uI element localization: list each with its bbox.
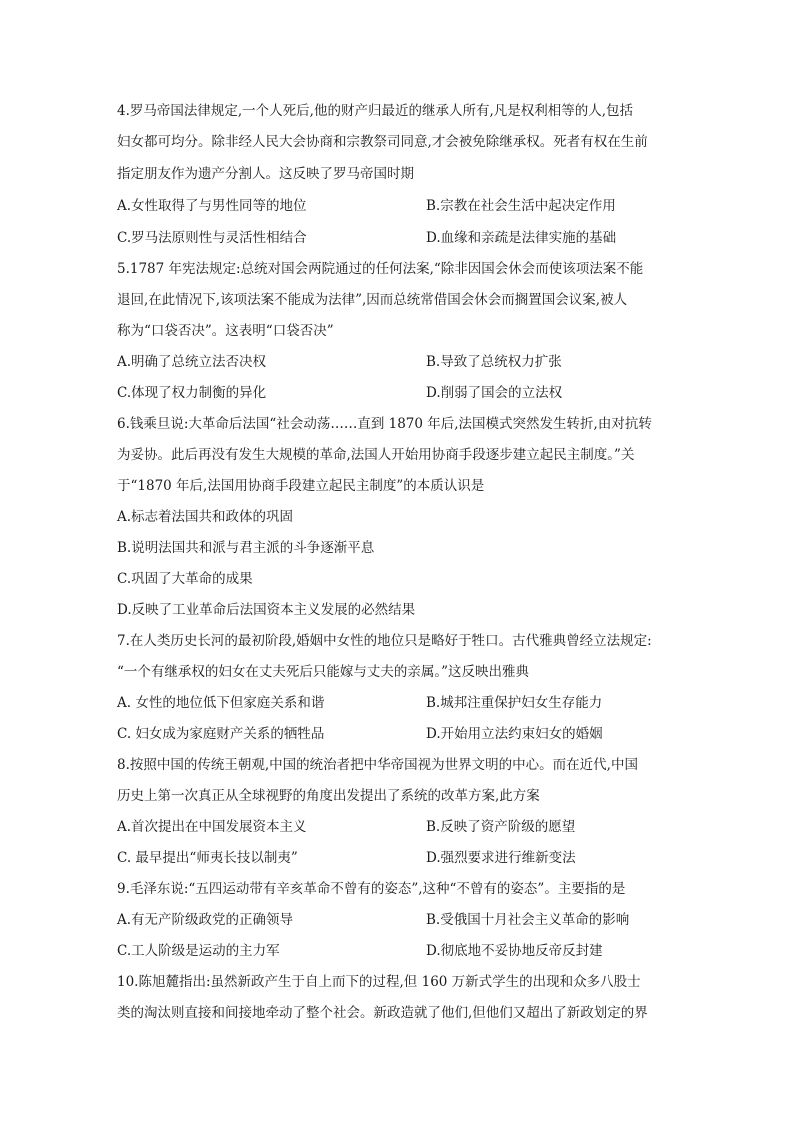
q4-option-a[interactable]: A.女性取得了与男性同等的地位 xyxy=(117,198,307,214)
q8-option-a[interactable]: A.首次提出在中国发展资本主义 xyxy=(117,819,307,835)
q4-stem-line-3: 指定朋友作为遗产分割人。这反映了罗马帝国时期 xyxy=(117,166,414,182)
q8-stem-line-1: 8.按照中国的传统王朝观,中国的统治者把中华帝国视为世界文明的中心。而在近代,中国 xyxy=(117,757,638,773)
q8-option-b[interactable]: B.反映了资产阶级的愿望 xyxy=(426,819,576,835)
q9-option-d[interactable]: D.彻底地不妥协地反帝反封建 xyxy=(426,943,603,959)
q4-stem-line-1: 4.罗马帝国法律规定,一个人死后,他的财产归最近的继承人所有,凡是权利相等的人,包括 xyxy=(117,103,634,119)
q4-option-c[interactable]: C.罗马法原则性与灵活性相结合 xyxy=(117,230,307,246)
q8-option-c[interactable]: C. 最早提出“师夷长技以制夷” xyxy=(117,850,298,866)
q6-stem-line-3: 于“1870 年后,法国用协商手段建立起民主制度”的本质认识是 xyxy=(117,478,485,494)
q7-option-a[interactable]: A. 女性的地位低下但家庭关系和谐 xyxy=(117,695,325,711)
q4-stem-line-2: 妇女都可均分。除非经人民大会协商和宗教祭司同意,才会被免除继承权。死者有权在生前 xyxy=(117,134,648,150)
q5-option-c[interactable]: C.体现了权力制衡的异化 xyxy=(117,385,267,401)
q9-option-b[interactable]: B.受俄国十月社会主义革命的影响 xyxy=(426,912,630,928)
q7-option-c[interactable]: C. 妇女成为家庭财产关系的牺牲品 xyxy=(117,726,325,742)
q5-option-d[interactable]: D.削弱了国会的立法权 xyxy=(426,385,563,401)
q6-option-b[interactable]: B.说明法国共和派与君主派的斗争逐渐平息 xyxy=(117,540,375,556)
q7-option-b[interactable]: B.城邦注重保护妇女生存能力 xyxy=(426,695,603,711)
q5-option-a[interactable]: A.明确了总统立法否决权 xyxy=(117,354,267,370)
q6-option-d[interactable]: D.反映了工业革命后法国资本主义发展的必然结果 xyxy=(117,602,416,618)
q7-option-d[interactable]: D.开始用立法约束妇女的婚姻 xyxy=(426,726,603,742)
q9-stem-line-1: 9.毛泽东说:“五四运动带有辛亥革命不曾有的姿态”,这种“不曾有的姿态”。主要指的是 xyxy=(117,881,626,897)
q5-option-b[interactable]: B.导致了总统权力扩张 xyxy=(426,354,562,370)
q6-option-a[interactable]: A.标志着法国共和政体的巩固 xyxy=(117,509,294,525)
q9-option-c[interactable]: C.工人阶级是运动的主力军 xyxy=(117,943,280,959)
q4-option-b[interactable]: B.宗教在社会生活中起决定作用 xyxy=(426,198,616,214)
q9-option-a[interactable]: A.有无产阶级政党的正确领导 xyxy=(117,912,294,928)
q5-stem-line-2: 退回,在此情况下,该项法案不能成为法律”,因而总统常借国会休会而搁置国会议案,被人 xyxy=(117,292,628,308)
q10-stem-line-1: 10.陈旭麓指出:虽然新政产生于自上而下的过程,但 160 万新式学生的出现和众多八股士 xyxy=(117,974,641,990)
q10-stem-line-2: 类的淘汰则直接和间接地牵动了整个社会。新政造就了他们,但他们又超出了新政划定的界 xyxy=(117,1005,648,1021)
q5-stem-line-1: 5.1787 年宪法规定:总统对国会两院通过的任何法案,“除非因国会休会而使该项法案不能 xyxy=(117,261,644,277)
q8-option-d[interactable]: D.强烈要求进行维新变法 xyxy=(426,850,576,866)
q5-stem-line-3: 称为“口袋否决”。这表明“口袋否决” xyxy=(117,323,334,339)
q6-stem-line-2: 为妥协。此后再没有发生大规模的革命,法国人开始用协商手段逐步建立起民主制度。”关 xyxy=(117,447,635,463)
q6-stem-line-1: 6.钱乘旦说:大革命后法国“社会动荡……直到 1870 年后,法国模式突然发生转折,由对抗转 xyxy=(117,416,652,432)
q7-stem-line-1: 7.在人类历史长河的最初阶段,婚姻中女性的地位只是略好于牲口。古代雅典曾经立法规定: xyxy=(117,633,652,649)
q7-stem-line-2: “一个有继承权的妇女在丈夫死后只能嫁与丈夫的亲属。”这反映出雅典 xyxy=(117,664,530,680)
q6-option-c[interactable]: C.巩固了大革命的成果 xyxy=(117,571,253,587)
q4-option-d[interactable]: D.血缘和亲疏是法律实施的基础 xyxy=(426,230,617,246)
q8-stem-line-2: 历史上第一次真正从全球视野的角度出发提出了系统的改革方案,此方案 xyxy=(117,788,540,804)
